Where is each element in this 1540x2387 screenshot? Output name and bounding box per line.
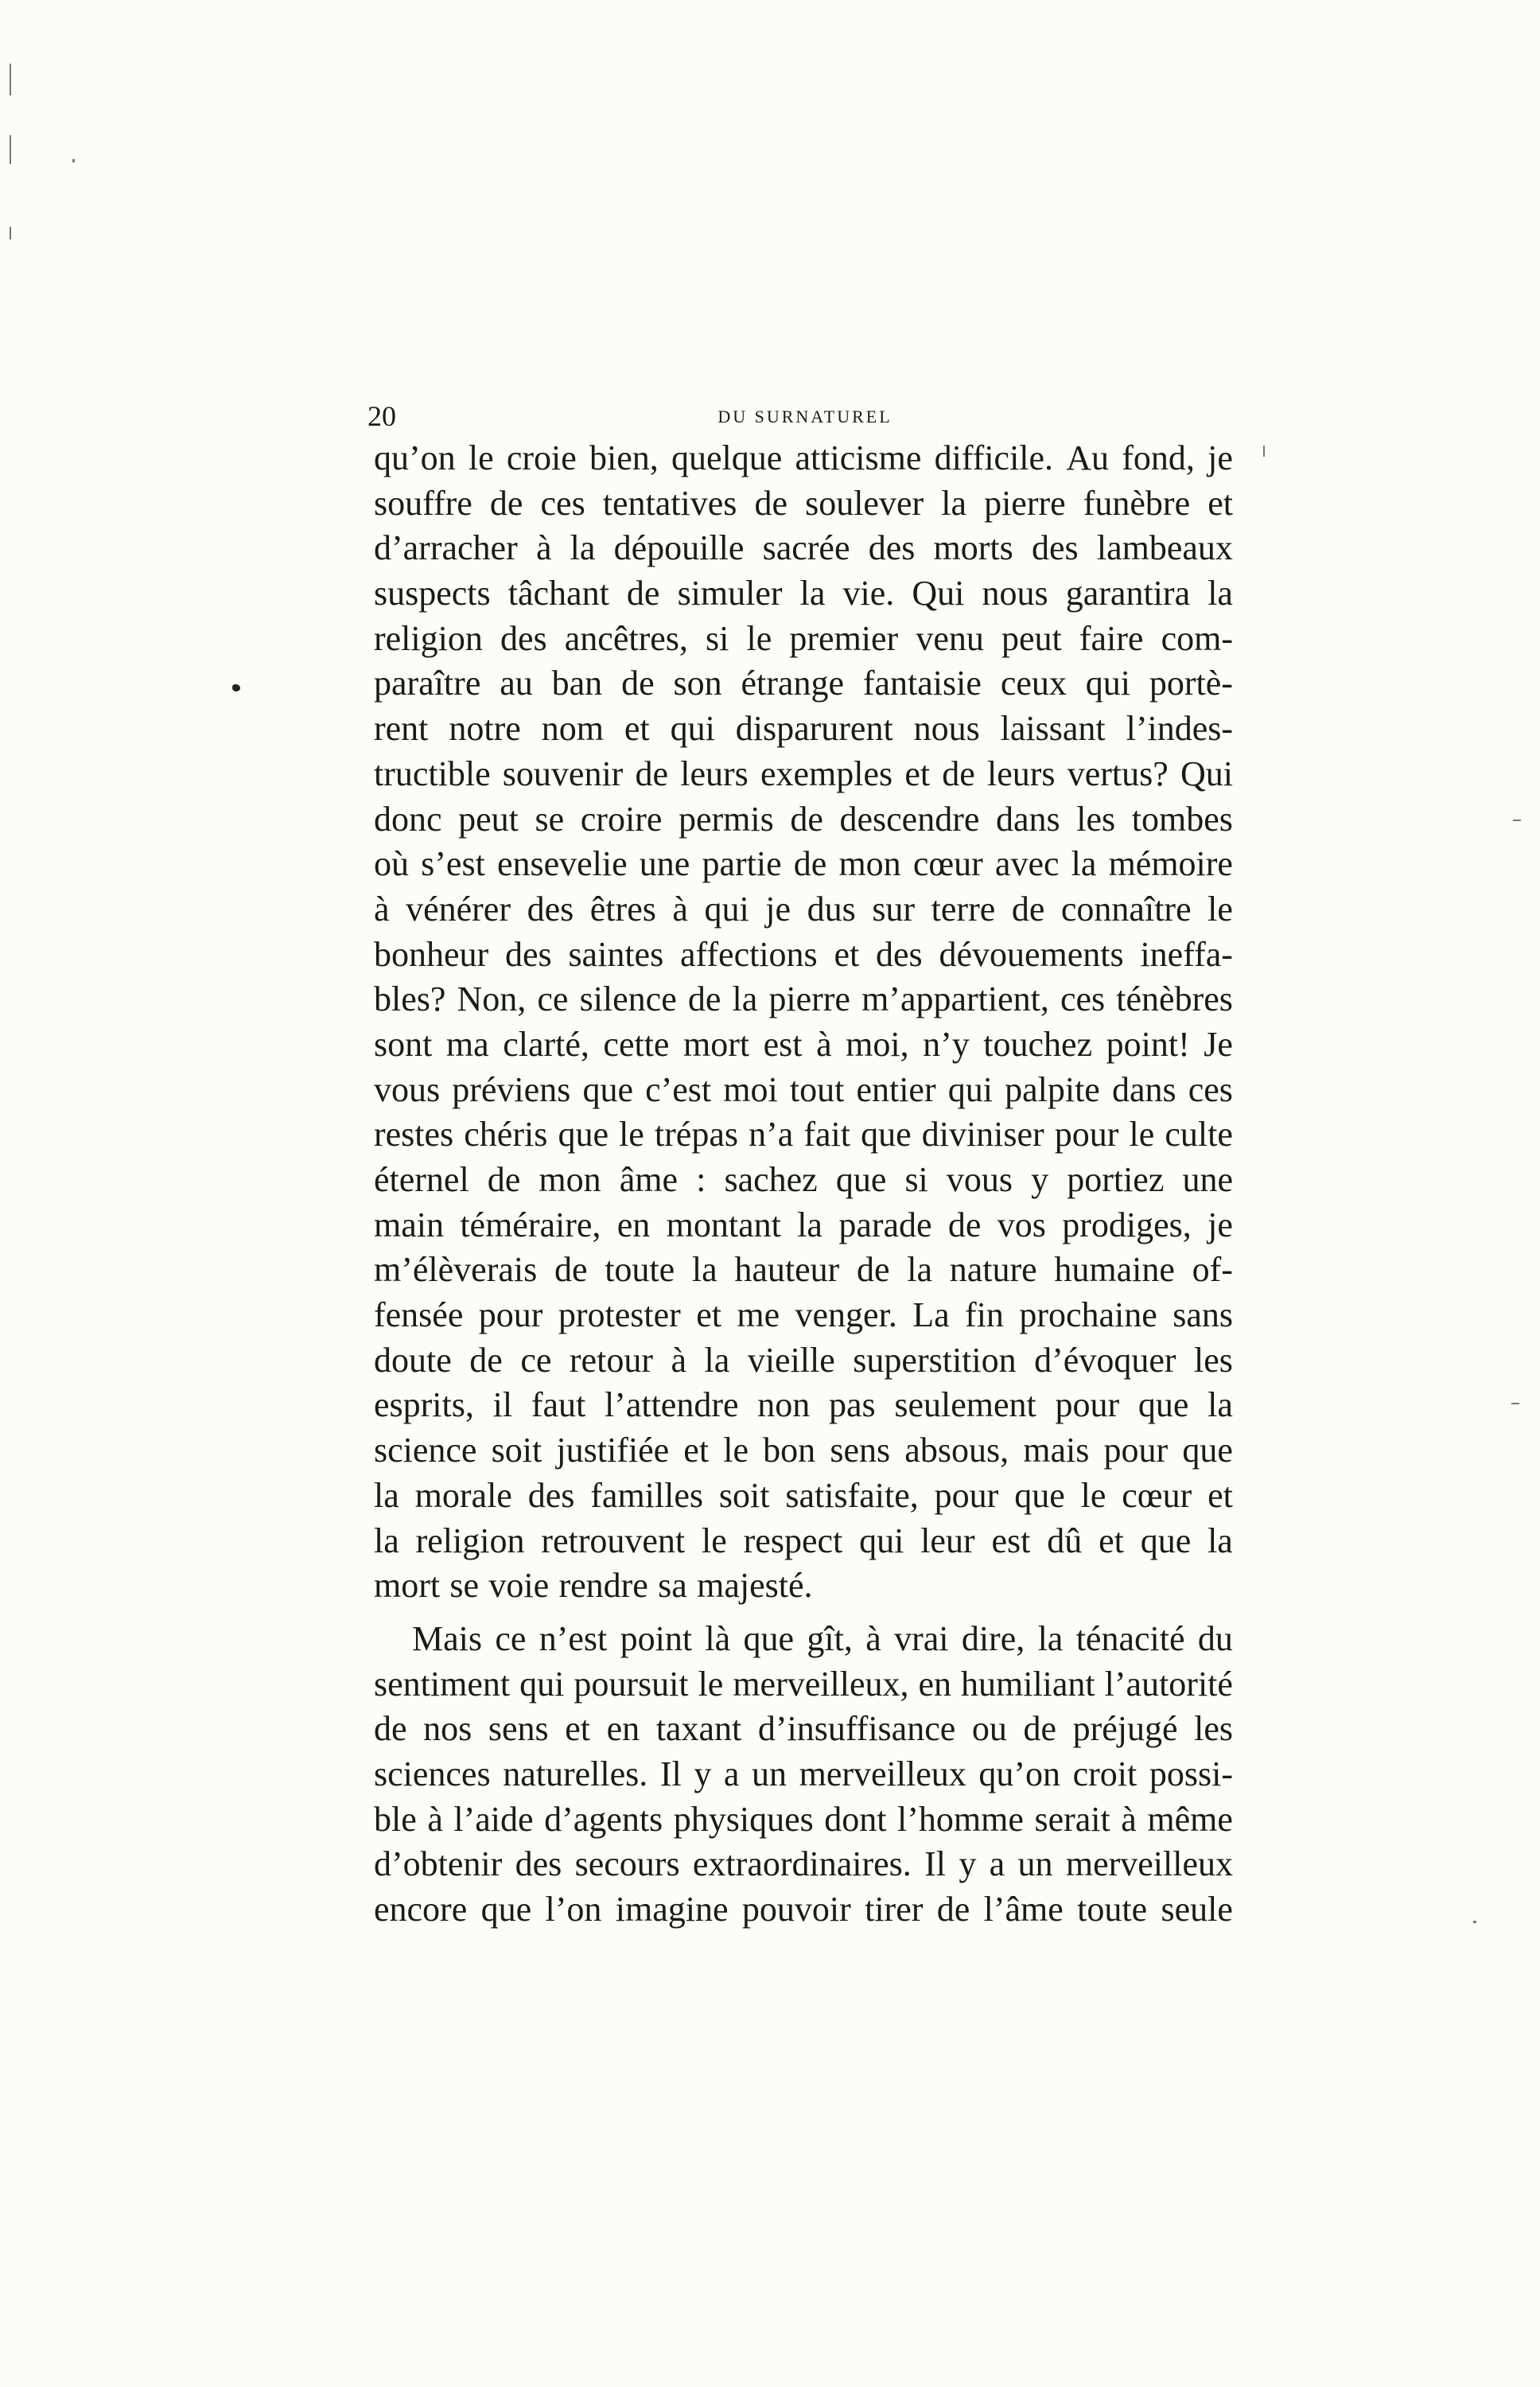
text-line: suspects tâchant de simuler la vie. Qui nous garantira la <box>374 574 1233 613</box>
text-line: de nos sens et en taxant d’insuffisance ou de préjugé les <box>374 1709 1233 1749</box>
text-line: vous préviens que c’est moi tout entier qui palpite dans ces <box>374 1069 1233 1109</box>
text-line: esprits, il faut l’attendre non pas seulement pour que la <box>374 1385 1233 1425</box>
paragraph-gap <box>374 1609 1233 1617</box>
text-line: main téméraire, en montant la parade de vos prodiges, je <box>374 1205 1233 1244</box>
scan-mark <box>1513 820 1521 821</box>
text-line: d’arracher à la dépouille sacrée des morts des lambeaux <box>374 528 1233 568</box>
text-line: paraître au ban de son étrange fantaisie ceux qui portè- <box>374 664 1233 703</box>
text-line: fensée pour protester et me venger. La fin prochaine sans <box>374 1295 1233 1335</box>
running-header <box>368 396 1242 436</box>
text-line: sentiment qui poursuit le merveilleux, en humiliant l’autorité <box>374 1664 1233 1704</box>
text-line: science soit justifiée et le bon sens absous, mais pour que <box>374 1431 1233 1470</box>
text-line: donc peut se croire permis de descendre dans les tombes <box>374 799 1233 839</box>
text-line: bonheur des saintes affections et des dévouements ineffa- <box>374 934 1233 974</box>
text-line: rent notre nom et qui disparurent nous laissant l’indes- <box>374 709 1233 749</box>
scan-mark <box>232 684 240 691</box>
text-line: sont ma clarté, cette mort est à moi, n’y touchez point! Je <box>374 1024 1233 1064</box>
paragraph <box>374 436 1233 1609</box>
text-line: où s’est ensevelie une partie de mon cœur avec la mémoire <box>374 844 1233 884</box>
body-text <box>374 436 1233 1933</box>
scan-mark <box>1263 446 1265 457</box>
scan-mark <box>10 227 11 239</box>
paragraph <box>374 1617 1233 1933</box>
text-line: à vénérer des êtres à qui je dus sur terre de connaître le <box>374 889 1233 929</box>
scan-mark <box>10 135 11 164</box>
text-line: restes chéris que le trépas n’a fait que diviniser pour le culte <box>374 1115 1233 1155</box>
text-line: la religion retrouvent le respect qui leur est dû et que la <box>374 1521 1233 1560</box>
scan-mark <box>1473 1921 1476 1923</box>
text-line: souffre de ces tentatives de soulever la pierre funèbre et <box>374 483 1233 523</box>
text-line: Mais ce n’est point là que gît, à vrai dire, la ténacité du <box>412 1618 1233 1658</box>
text-line: religion des ancêtres, si le premier venu peut faire com- <box>374 618 1233 658</box>
page-number: 20 <box>368 400 396 432</box>
text-line: m’élèverais de toute la hauteur de la nature humaine of- <box>374 1250 1233 1290</box>
text-line: sciences naturelles. Il y a un merveilleux qu’on croit possi- <box>374 1754 1233 1793</box>
running-title: DU SURNATUREL <box>718 407 892 426</box>
scan-mark <box>10 64 11 95</box>
scan-mark <box>72 159 75 162</box>
text-line: bles? Non, ce silence de la pierre m’appartient, ces ténèbres <box>374 979 1233 1019</box>
text-line: d’obtenir des secours extraordinaires. Il y a un merveilleux <box>374 1844 1233 1884</box>
text-line: la morale des familles soit satisfaite, pour que le cœur et <box>374 1475 1233 1515</box>
text-line: qu’on le croie bien, quelque atticisme difficile. Au fond, je <box>374 438 1233 477</box>
text-line: mort se voie rendre sa majesté. <box>374 1566 813 1606</box>
text-line: tructible souvenir de leurs exemples et de leurs vertus? Qui <box>374 753 1233 793</box>
text-line: encore que l’on imagine pouvoir tirer de l’âme toute seule <box>374 1890 1233 1929</box>
scan-mark <box>1511 1403 1519 1404</box>
text-line: ble à l’aide d’agents physiques dont l’homme serait à même <box>374 1799 1233 1839</box>
text-line: doute de ce retour à la vieille superstition d’évoquer les <box>374 1340 1233 1380</box>
text-line: éternel de mon âme : sachez que si vous y portiez une <box>374 1160 1233 1199</box>
